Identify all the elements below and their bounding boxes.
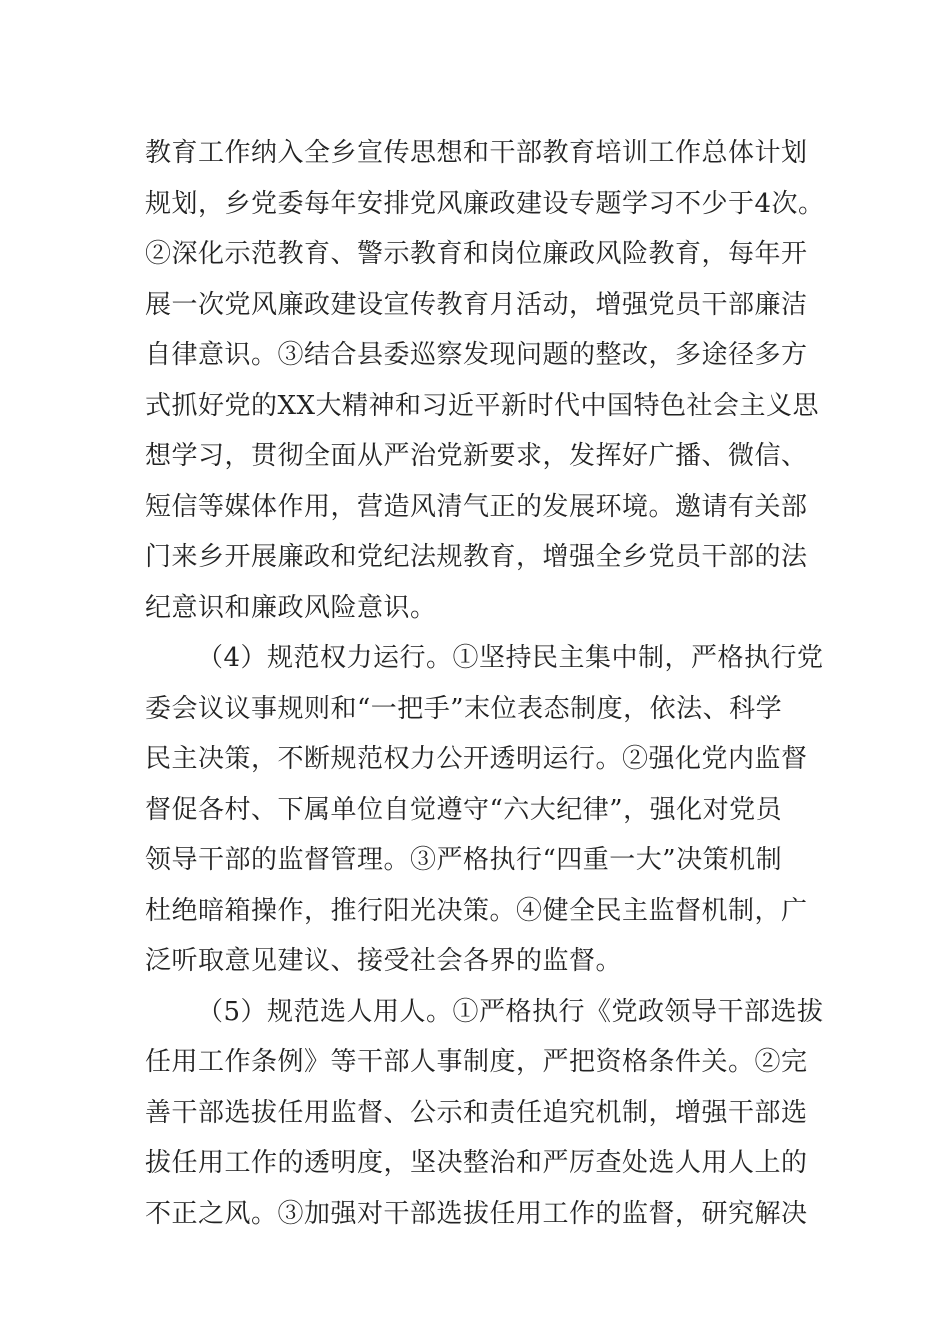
text-line: 善干部选拔任用监督、公示和责任追究机制，增强干部选 bbox=[145, 1097, 808, 1128]
paragraph-personnel-selection bbox=[145, 987, 825, 1240]
text-line: 拔任用工作的透明度，坚决整治和严厉查处选人用人上的 bbox=[145, 1148, 808, 1178]
body-text bbox=[145, 128, 825, 1239]
text-line: 泛听取意见建议、接受社会各界的监督。 bbox=[145, 946, 623, 976]
text-line: 式抓好党的XX大精神和习近平新时代中国特色社会主义思 bbox=[145, 390, 820, 421]
text-line: 门来乡开展廉政和党纪法规教育，增强全乡党员干部的法 bbox=[145, 542, 808, 572]
text-line: 教育工作纳入全乡宣传思想和干部教育培训工作总体计划 bbox=[145, 138, 808, 168]
text-line: 展一次党风廉政建设宣传教育月活动，增强党员干部廉洁 bbox=[145, 289, 808, 320]
text-line: 委会议议事规则和“一把手”末位表态制度，依法、科学 bbox=[145, 693, 783, 724]
text-line: （4）规范权力运行。①坚持民主集中制，严格执行党 bbox=[197, 643, 824, 673]
text-line: 不正之风。③加强对干部选拔任用工作的监督，研究解决 bbox=[145, 1198, 808, 1229]
text-line: 想学习，贯彻全面从严治党新要求，发挥好广播、微信、 bbox=[145, 441, 808, 471]
text-line: ②深化示范教育、警示教育和岗位廉政风险教育，每年开 bbox=[145, 239, 808, 269]
text-line: （5）规范选人用人。①严格执行《党政领导干部选拔 bbox=[197, 996, 824, 1027]
text-line: 杜绝暗箱操作，推行阳光决策。④健全民主监督机制，广 bbox=[145, 895, 808, 926]
text-line: 自律意识。③结合县委巡察发现问题的整改，多途径多方 bbox=[145, 340, 808, 370]
text-line: 规划，乡党委每年安排党风廉政建设专题学习不少于4次。 bbox=[145, 188, 825, 219]
text-line: 任用工作条例》等干部人事制度，严把资格条件关。②完 bbox=[145, 1047, 808, 1077]
text-line: 短信等媒体作用，营造风清气正的发展环境。邀请有关部 bbox=[145, 491, 808, 522]
text-line: 领导干部的监督管理。③严格执行“四重一大”决策机制 bbox=[145, 845, 783, 875]
paragraph-education bbox=[145, 128, 825, 633]
text-line: 民主决策，不断规范权力公开透明运行。②强化党内监督 bbox=[145, 744, 808, 774]
text-line: 纪意识和廉政风险意识。 bbox=[145, 592, 437, 623]
text-line: 督促各村、下属单位自觉遵守“六大纪律”，强化对党员 bbox=[145, 794, 783, 825]
paragraph-power-regulation bbox=[145, 633, 825, 987]
